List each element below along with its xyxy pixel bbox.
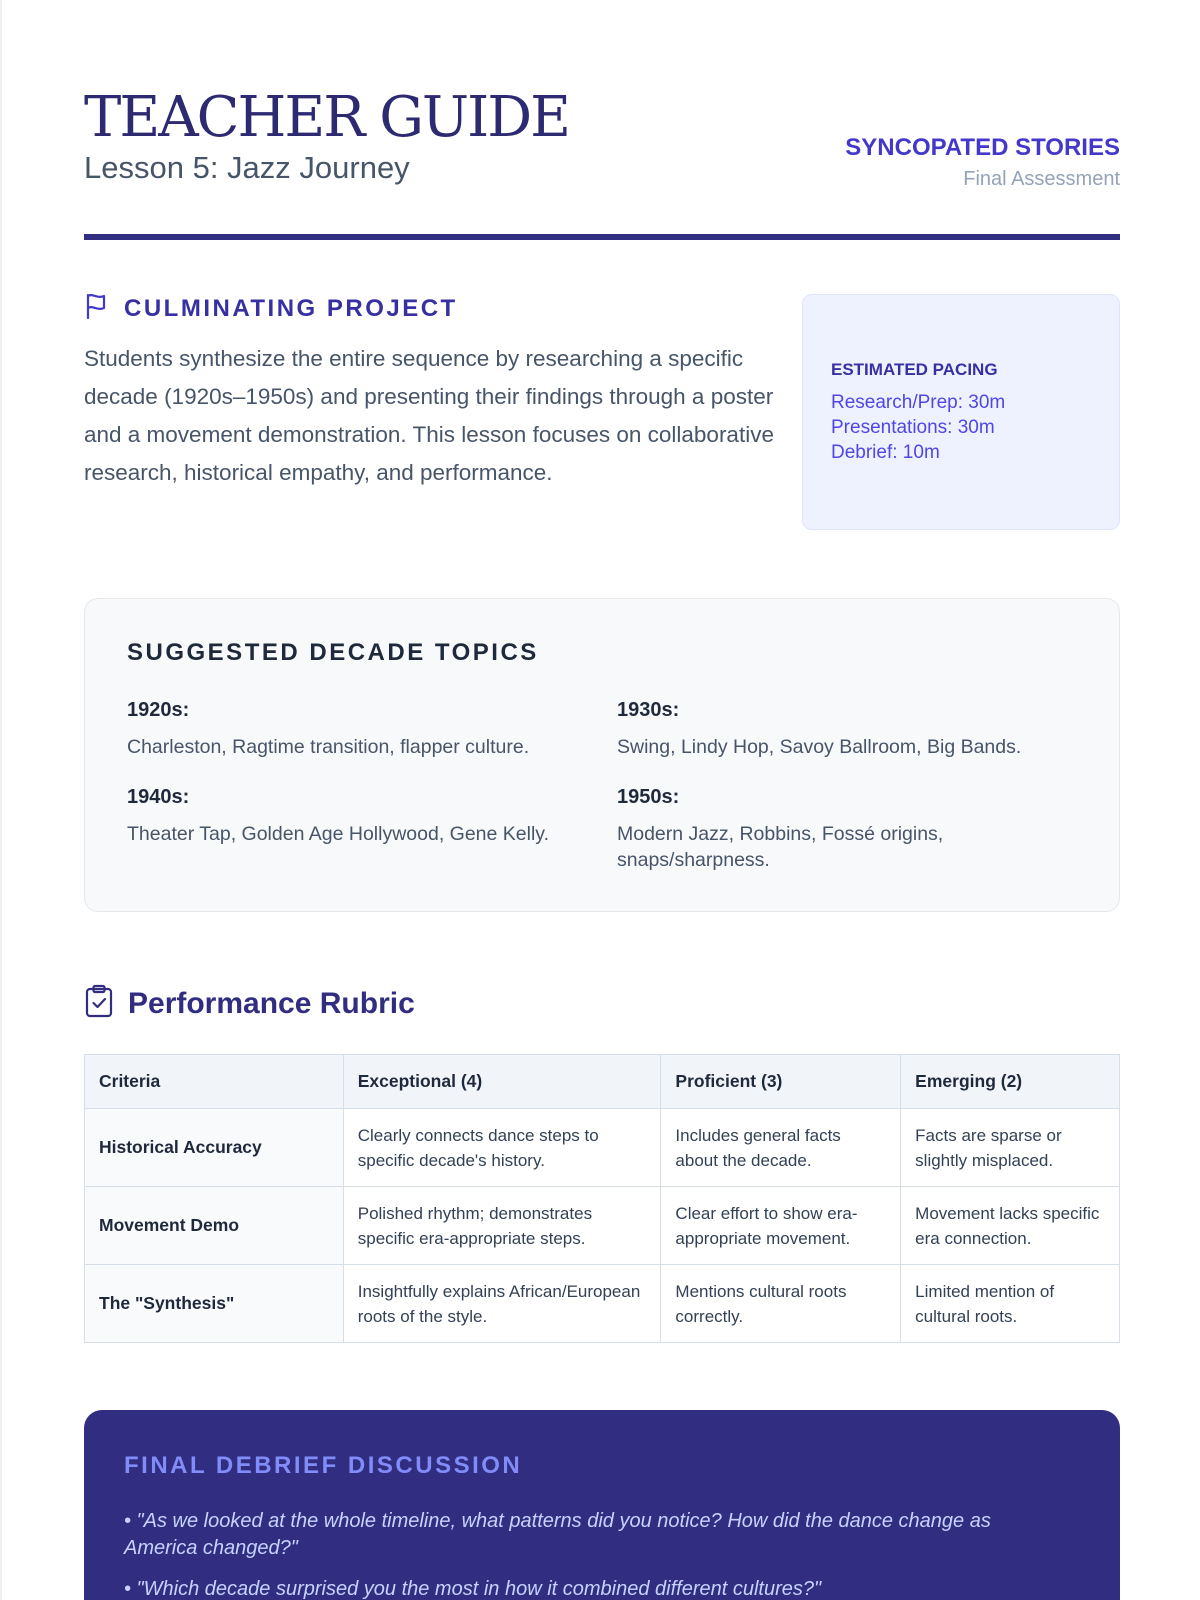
column-header: Proficient (3) <box>661 1055 901 1109</box>
flag-icon <box>84 292 110 325</box>
debrief-question: • "As we looked at the whole timeline, what patterns did you notice? How did the dance change as America changed?" <box>124 1510 991 1559</box>
decade-text: Theater Tap, Golden Age Hollywood, Gene Kelly. <box>127 823 550 845</box>
decade-label: 1940s: <box>127 786 190 808</box>
criteria-cell: Historical Accuracy <box>85 1109 344 1187</box>
table-row <box>85 1265 1120 1343</box>
pacing-item: Debrief: 10m <box>831 442 940 463</box>
lesson-subtitle: Lesson 5: Jazz Journey <box>84 150 410 185</box>
column-header: Exceptional (4) <box>343 1055 661 1109</box>
decade-label: 1930s: <box>617 699 680 721</box>
table-cell: Insightfully explains African/European roots of the style. <box>343 1265 661 1343</box>
decade-item-1950s <box>617 786 1017 873</box>
column-header: Criteria <box>85 1055 344 1109</box>
brand-name: SYNCOPATED STORIES <box>845 134 1120 161</box>
table-cell: Clearly connects dance steps to specific decade's history. <box>343 1109 661 1187</box>
decade-text: Swing, Lindy Hop, Savoy Ballroom, Big Bands. <box>617 736 1022 758</box>
clipboard-check-icon <box>84 984 114 1023</box>
brand-subtitle: Final Assessment <box>963 168 1120 190</box>
criteria-cell: The "Synthesis" <box>85 1265 344 1343</box>
page-title: TEACHER GUIDE <box>84 85 570 150</box>
decade-item-1940s <box>127 786 607 847</box>
rubric-table <box>84 1054 1120 1343</box>
page-header <box>84 85 1120 240</box>
brand-block <box>845 134 1120 191</box>
pacing-item: Research/Prep: 30m <box>831 392 1006 413</box>
debrief-card <box>84 1410 1120 1600</box>
decade-text: Charleston, Ragtime transition, flapper culture. <box>127 736 530 758</box>
table-row <box>85 1109 1120 1187</box>
table-cell: Limited mention of cultural roots. <box>901 1265 1120 1343</box>
decade-label: 1920s: <box>127 699 190 721</box>
table-cell: Includes general facts about the decade. <box>661 1109 901 1187</box>
project-description: Students synthesize the entire sequence by researching a specific decade (1920s–1950s) and presenting their findings through a poster and a movement demonstration. This lesson focuses on collaborative research, historical empathy, and performance. <box>84 346 774 485</box>
decades-title: SUGGESTED DECADE TOPICS <box>127 639 539 666</box>
rubric-title: Performance Rubric <box>128 986 415 1020</box>
pacing-item: Presentations: 30m <box>831 417 995 438</box>
debrief-question: • "Which decade surprised you the most in how it combined different cultures?" <box>124 1578 822 1600</box>
pacing-label: ESTIMATED PACING <box>831 360 998 379</box>
decade-topics-card <box>84 598 1120 912</box>
decade-text: Modern Jazz, Robbins, Fossé origins, snaps/sharpness. <box>617 823 944 871</box>
criteria-cell: Movement Demo <box>85 1187 344 1265</box>
table-cell: Facts are sparse or slightly misplaced. <box>901 1109 1120 1187</box>
pacing-card <box>802 294 1120 530</box>
column-header: Emerging (2) <box>901 1055 1120 1109</box>
project-title: CULMINATING PROJECT <box>124 294 458 322</box>
decade-label: 1950s: <box>617 786 680 808</box>
table-header-row <box>85 1055 1120 1109</box>
decade-item-1930s <box>617 699 1097 760</box>
table-cell: Clear effort to show era-appropriate movement. <box>661 1187 901 1265</box>
project-heading <box>84 292 458 325</box>
table-row <box>85 1187 1120 1265</box>
debrief-title: FINAL DEBRIEF DISCUSSION <box>124 1452 523 1479</box>
table-cell: Mentions cultural roots correctly. <box>661 1265 901 1343</box>
decade-item-1920s <box>127 699 607 760</box>
rubric-heading <box>84 984 415 1023</box>
table-cell: Movement lacks specific era connection. <box>901 1187 1120 1265</box>
table-cell: Polished rhythm; demonstrates specific era-appropriate steps. <box>343 1187 661 1265</box>
